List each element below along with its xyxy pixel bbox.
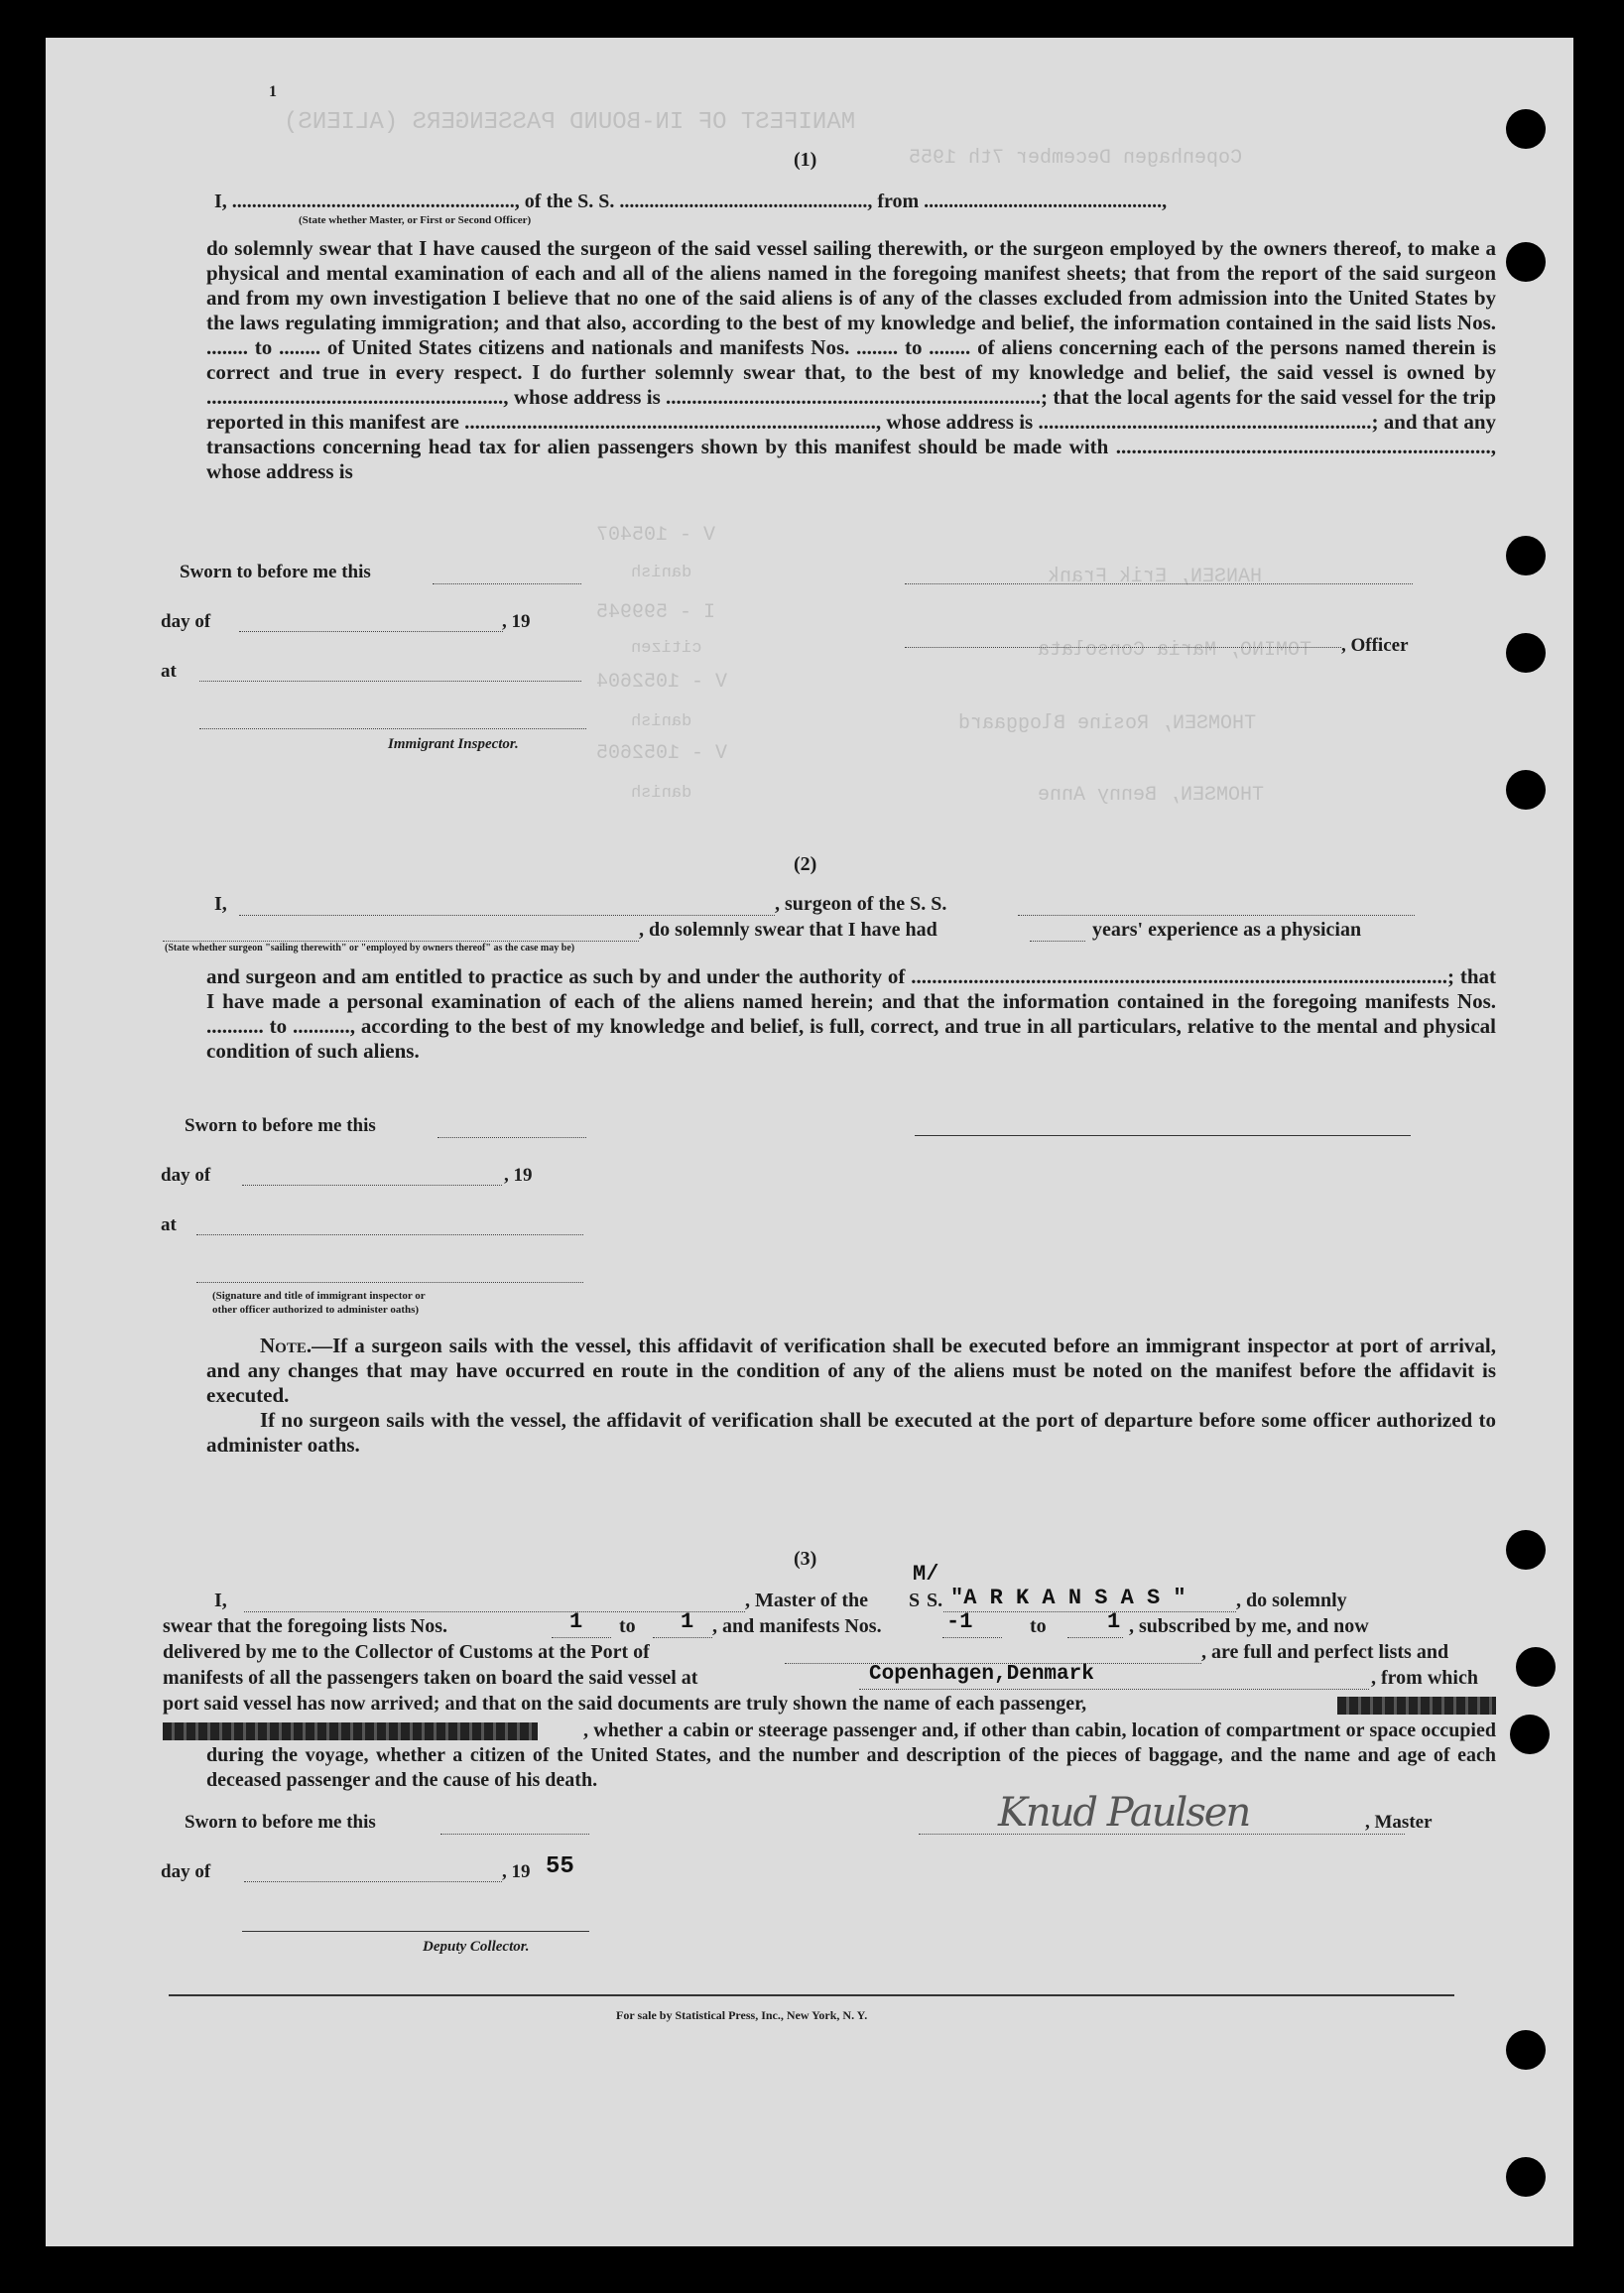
punch-hole [1506,536,1546,575]
show-through-text: V - 1052604 [596,671,728,694]
section-1-officer: , Officer [1341,635,1409,656]
section-3-master: , Master [1365,1812,1433,1833]
section-2-number: (2) [794,853,817,875]
section-3-manifests-to-line [1067,1637,1123,1638]
section-3-lists-to-word: to [619,1615,636,1637]
section-3-sworn-line [440,1834,589,1835]
footer-rule [169,1994,1454,1996]
show-through-text: V - 1052605 [596,742,728,765]
show-through-text: V - 105407 [596,524,716,547]
show-through-text: citizen [631,639,702,658]
section-1-sign-line-1 [905,583,1413,584]
footer-imprint: For sale by Statistical Press, Inc., New York, N. Y. [616,2008,868,2022]
manifest-back-page [46,38,1573,2246]
section-3-manifests-to: 1 [1107,1609,1121,1634]
section-2-years-line [1030,941,1085,942]
section-2-flag-line [163,941,639,942]
punch-hole [1506,242,1546,282]
section-3-port: Copenhagen,Denmark [869,1663,1094,1686]
section-3-vessel-mid: S. [927,1590,943,1611]
section-2-sig-note-2: other officer authorized to administer oaths) [212,1304,420,1316]
section-1-at: at [161,661,177,682]
section-3-port-line [859,1689,1369,1690]
show-through-text: danish [631,784,692,803]
section-3-number: (3) [794,1548,817,1570]
section-3-deputy: Deputy Collector. [423,1939,530,1955]
section-3-deputy-line [242,1931,589,1932]
section-3-line1-b: , Master of the [745,1590,869,1611]
section-3-line2-c: , subscribed by me, and now [1129,1615,1369,1637]
section-1-sworn-line [433,583,581,584]
section-3-line1-a: I, [214,1590,227,1611]
show-through-text: MANIFEST OF IN-BOUND PASSENGERS (ALIENS) [284,109,856,136]
section-3-master-sign-line [919,1834,1405,1835]
section-3-sworn: Sworn to before me this [185,1812,376,1833]
show-through-text: TOMINO, Maria Consolata [1038,639,1312,662]
section-1-line1-note: (State whether Master, or First or Second Officer) [299,214,532,226]
section-2-sworn-line [437,1137,586,1138]
section-2-year: , 19 [504,1165,533,1186]
section-2-name-line [239,915,775,916]
section-2-sign-line [915,1135,1411,1136]
show-through-text: HANSEN, Erik Frank [1048,566,1263,588]
page-mark: 1 [269,83,277,100]
section-3-line1-c: , do solemnly [1236,1590,1347,1611]
show-through-text: THOMSEN, Rosine Bloggaard [958,712,1257,735]
section-2-body: and surgeon and am entitled to practice as such by and under the authority of .......................................................................................................; that I have made a personal examination of each of the aliens named herein; and that the information contained in the foregoing manifests Nos. ........... to ..........., according to the best of my knowledge and belief, is full, correct, and true in all particulars, relative to the mental and physical condition of such aliens. [206,964,1496,1063]
section-3-manifests-from-line [942,1637,1002,1638]
show-through-text: danish [631,564,692,582]
section-3-vessel-prefix-typed: M/ [913,1562,939,1587]
section-1-sworn: Sworn to before me this [180,562,371,582]
section-2-sworn: Sworn to before me this [185,1115,376,1136]
section-2-officer-line [196,1282,583,1283]
section-3-master-name-line [244,1611,745,1612]
punch-hole [1506,2157,1546,2197]
section-2-line1-a: I, [214,893,227,915]
section-3-vessel-prefix-printed: S [909,1590,921,1611]
section-3-line2-b: , and manifests Nos. [712,1615,882,1637]
note-text-1: —If a surgeon sails with the vessel, this affidavit of verification shall be executed before an immigrant inspector at port of arrival, and any changes that may have occurred en route in the condition of any of the aliens must be noted on the manifest before the affidavit is executed. [206,1334,1496,1407]
punch-hole [1506,2030,1546,2070]
show-through-text: I - 599945 [596,601,716,624]
section-1-number: (1) [794,149,817,171]
punch-hole [1506,633,1546,673]
note-label: Note. [260,1334,312,1357]
punch-hole [1506,1530,1546,1570]
master-signature: Knud Paulsen [998,1790,1250,1836]
section-3-vessel-line [943,1611,1236,1612]
punch-hole [1516,1647,1556,1687]
section-1-at-line [199,681,581,682]
section-3-manifests-from: -1 [946,1609,973,1634]
section-2-line2-b: years' experience as a physician [1092,919,1362,941]
section-2-sig-note-1: (Signature and title of immigrant inspector or [212,1290,426,1302]
section-2-vessel-line [1018,915,1415,916]
section-2-day-of: day of [161,1165,211,1186]
section-3-strikeout-1 [1337,1697,1496,1715]
section-3-vessel-name: "A R K A N S A S " [950,1586,1187,1610]
section-3-line5: port said vessel has now arrived; and that on the said documents are truly shown the name of each passenger, [163,1693,1087,1715]
section-3-line4-a: manifests of all the passengers taken on board the said vessel at [163,1667,698,1689]
punch-hole [1510,1715,1550,1754]
section-1-line1: I, ........................................................., of the S. S. .................................................., from ................................................, [214,191,1168,212]
section-3-line6: , whether a cabin or steerage passenger and, if other than cabin, location of compartment or space occupied during the voyage, whether a citizen of the United States, and the number and description of the pieces of baggage, and the name and age of each deceased passenger and the cause of his death. [206,1720,1496,1791]
section-1-year: , 19 [502,611,531,632]
note-paragraph-2: If no surgeon sails with the vessel, the affidavit of verification shall be executed at the port of departure before some officer authorized to administer oaths. [206,1408,1496,1457]
section-2-at-line [196,1234,583,1235]
section-2-line1-b: , surgeon of the S. S. [775,893,947,915]
section-1-inspector-line [199,728,586,729]
section-3-lists-to-line [653,1637,712,1638]
section-3-line2-a: swear that the foregoing lists Nos. [163,1615,448,1637]
section-1-body: do solemnly swear that I have caused the surgeon of the said vessel sailing therewith, or the surgeon employed by the owners thereof, to make a physical and mental examination of each and all of the aliens named in the foregoing manifest sheets; that from the report of the said surgeon and from my own investigation I believe that no one of the said aliens is of any of the classes excluded from admission into the United States by the laws regulating immigration; and that also, according to the best of my knowledge and belief, the information contained in the said lists Nos. ........ to ........ of United States citizens and nationals and manifests Nos. ........ to ........ of aliens concerning each of the persons named therein is correct and true in every respect. I do further solemnly swear that, to the best of my knowledge and belief, the said vessel is owned by ........................................................., whose address is ........................................................................; that the local agents for the said vessel for the trip reported in this manifest are ..............................................................................., whose address is ................................................................; and that any transactions concerning head tax for alien passengers shown by this manifest should be made with ........................................................................, whose address is [206,236,1496,483]
section-1-day-line [239,631,503,632]
section-3-lists-from-line [552,1637,611,1638]
section-3-line3-b: , are full and perfect lists and [1201,1641,1449,1663]
section-3-line3-a: delivered by me to the Collector of Customs at the Port of [163,1641,650,1663]
section-2-line2-a: , do solemnly swear that I have had [639,919,937,941]
section-3-manifests-to-word: to [1030,1615,1047,1637]
punch-hole [1506,770,1546,810]
section-3-day-line [244,1881,502,1882]
section-2-at: at [161,1214,177,1235]
note-paragraph-1 [206,1334,1496,1408]
section-2-line2-note: (State whether surgeon "sailing therewith" or "employed by owners thereof" as the case may be) [165,943,575,954]
section-3-line4-b: , from which [1371,1667,1478,1689]
section-1-day-of: day of [161,611,211,632]
section-1-sign-line-2 [905,647,1341,648]
section-3-day-of: day of [161,1861,211,1882]
section-3-year: , 19 [502,1861,531,1882]
section-1-inspector: Immigrant Inspector. [388,736,519,752]
show-through-text: THOMSEN, Benny Anne [1038,784,1265,807]
section-3-lists-from: 1 [569,1609,583,1634]
show-through-text: Copenhagen December 7th 1955 [909,147,1243,170]
punch-hole [1506,109,1546,149]
section-3-year-typed: 55 [546,1853,574,1880]
show-through-text: danish [631,712,692,731]
section-2-day-line [242,1185,502,1186]
section-3-lists-to: 1 [681,1609,694,1634]
